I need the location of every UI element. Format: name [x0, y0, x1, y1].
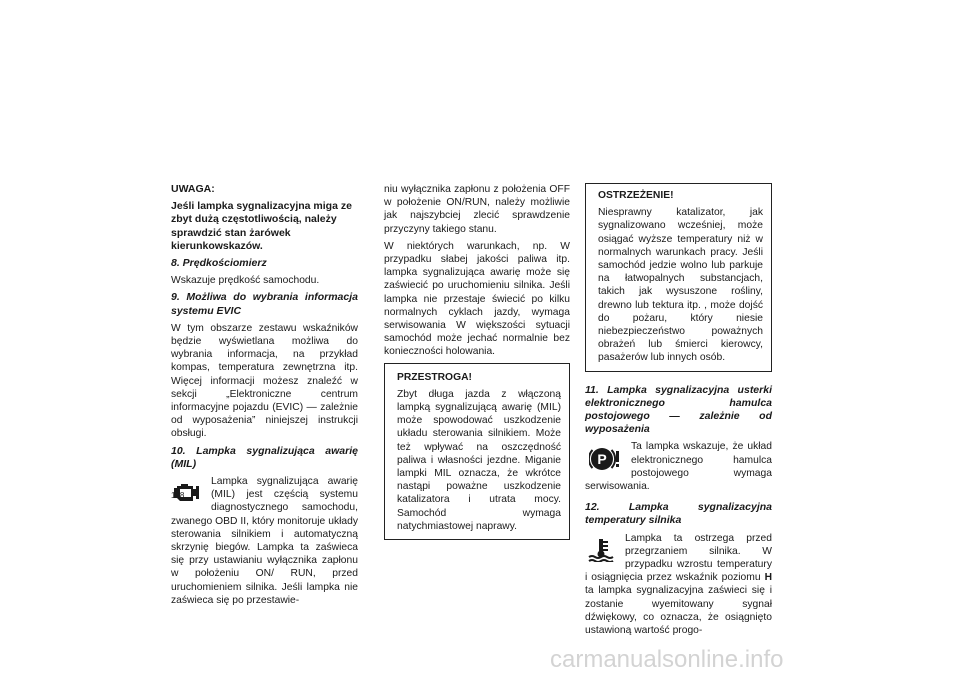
section-11-body	[585, 440, 772, 497]
section-8-text: Wskazuje prędkość samochodu.	[171, 275, 320, 287]
page-number: 178	[171, 491, 185, 500]
warning-title: OSTRZEŻENIE!	[598, 190, 674, 201]
engine-temperature-icon	[587, 538, 615, 566]
section-10-body	[171, 475, 358, 607]
section-11-title: 11. Lampka sygnalizacyjna usterki elektronicznego hamulca postojowego — zależnie od wyposażenia	[585, 383, 772, 436]
section-8-title: 8. Prędkościomierz	[171, 257, 267, 270]
section-12-title: 12. Lampka sygnalizacyjna temperatury silnika	[585, 501, 772, 527]
col2-text-2: W niektórych warunkach, np. W przypadku słabej jakości paliwa itp. lampka sygnalizująca awarię może się zaświecić po uruchomieniu silnika. Jeśli lampka nie przestaje świecić po kilku normalnych cyklach jazdy, wymaga serwisowania W większości sytuacji samochód może jechać normalnie bez konieczności holowania.	[384, 240, 570, 358]
section-12-text-a: Lampka ta ostrzega przed przegrzaniem silnika. W przypadku wzrostu temperatury i osiągnięcia przez wskaźnik poziomu	[585, 532, 772, 584]
warning-text: Niesprawny katalizator, jak sygnalizowano wcześniej, może osiągać wyższe temperatury niż w normalnych warunkach pracy. Jeśli samochód jedzie wolno lub parkuje na łatwopalnych substancjach, takich jak wysuszone rośliny, drewno lub tektura itp. , może dojść do pożaru, który niesie niebezpieczeństwo poważnych obrażeń lub śmierci kierowcy, pasażerów lub innych osób.	[598, 207, 763, 364]
section-11-text: Ta lampka wskazuje, że układ elektronicznego hamulca postojowego wymaga serwisowania.	[585, 441, 772, 493]
section-12-h: H	[764, 572, 772, 584]
section-9-title: 9. Możliwa do wybrania informacja systemu EVIC	[171, 291, 358, 317]
section-9-text: W tym obszarze zestawu wskaźników będzie wyświetlana możliwa do wybrania informacja, na przykład kompas, temperatura zewnętrzna itp. Więcej informacji możesz znaleźć w sekcji „Elektroniczne centrum informacyjne pojazdu (EVIC) — zależnie od wyposażenia” niniejszej instrukcji obsługi.	[171, 322, 358, 440]
col2-text-1: niu wyłącznika zapłonu z położenia OFF w położenie ON/RUN, należy możliwie jak najszybciej zlecić sprawdzenie przyczyny takiego stanu.	[384, 184, 570, 235]
column-2	[384, 183, 570, 540]
section-10-title: 10. Lampka sygnalizująca awarię (MIL)	[171, 444, 358, 470]
watermark: carmanualsonline.info	[550, 646, 784, 673]
caution-title: PRZESTROGA!	[397, 371, 472, 383]
column-1	[171, 183, 358, 611]
note-text: Jeśli lampka sygnalizacyjna miga ze zbyt dużą częstotliwością, należy sprawdzić stan żarówek kierunkowskazów.	[171, 200, 352, 252]
column-3	[585, 183, 772, 641]
note-label: UWAGA:	[171, 183, 215, 195]
section-12-body	[585, 532, 772, 638]
section-10-text: Lampka sygnalizująca awarię (MIL) jest częścią systemu diagnostycznego samochodu, zwanego OBD II, który monitoruje układy sterowania silnikiem i automatyczną skrzynię biegów. Lampka ta zaświeca się przy ustawianiu wyłącznika zapłonu w położeniu ON/ RUN, przed uruchomieniem silnika. Jeśli lampka nie zaświeca się po przestawie-	[171, 476, 358, 606]
svg-text:P: P	[597, 451, 607, 468]
section-12-text-b: ta lampka sygnalizacyjna zaświeci się i zostanie wyemitowany sygnał dźwiękowy, co oznacza, że osiągnięto ustawioną wartość progo-	[585, 585, 772, 637]
parking-brake-fault-icon	[589, 446, 621, 476]
caution-box	[384, 363, 570, 540]
warning-box	[585, 183, 772, 372]
caution-text: Zbyt długa jazda z włączoną lampką sygnalizującą awarię (MIL) może spowodować uszkodzenie układu sterowania silnikiem. Może też wpływać na oszczędność paliwa i własności jezdne. Miganie lampki MIL oznacza, że wkrótce nastąpi poważne uszkodzenie katalizatora i utrata mocy. Samochód wymaga natychmiastowej naprawy.	[397, 388, 561, 532]
